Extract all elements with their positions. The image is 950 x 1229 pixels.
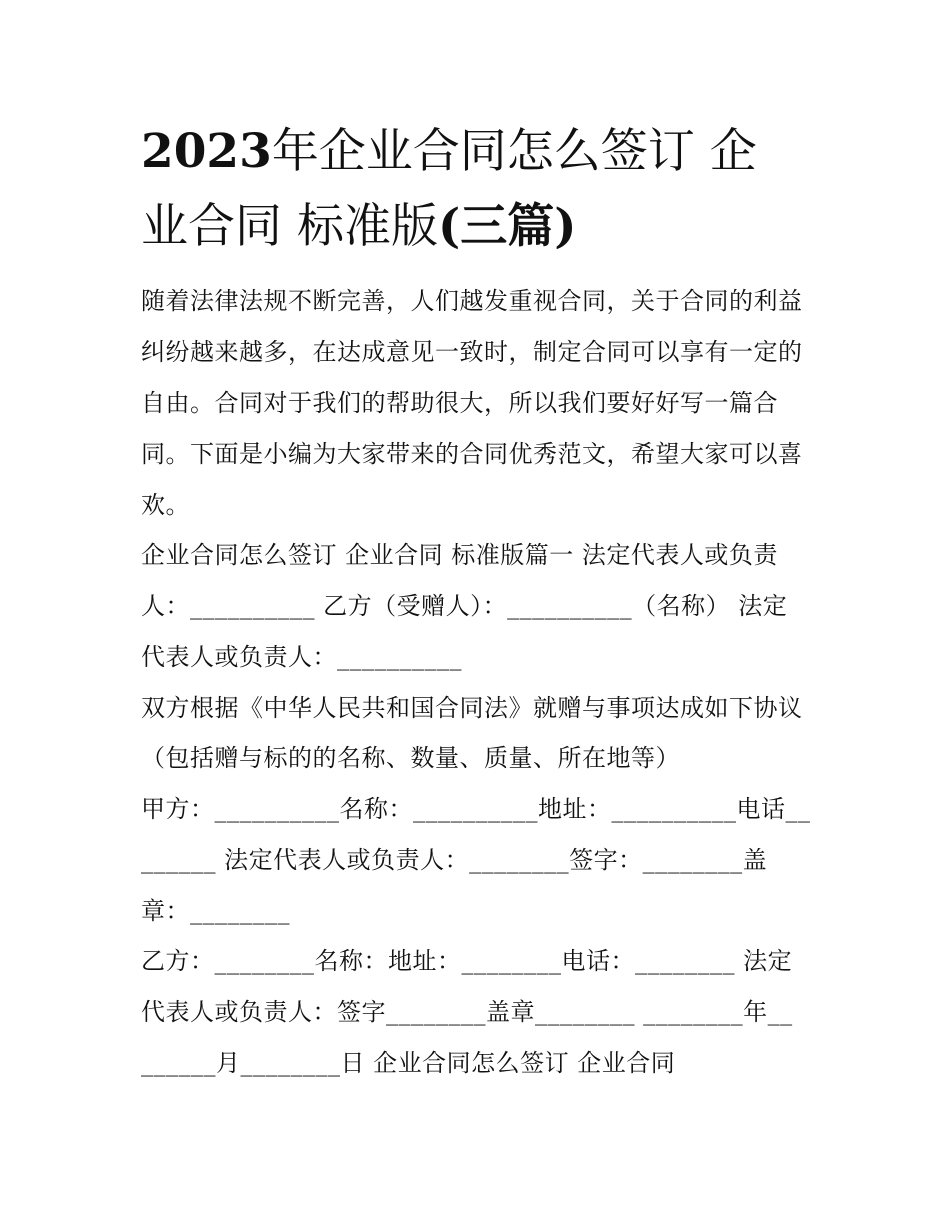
section-line: 人：__________ 乙方（受赠人）：__________（名称） 法定 — [141, 592, 788, 620]
document-title — [141, 114, 831, 264]
title-line-2 — [141, 189, 831, 264]
party-a-line: 甲方：__________名称：__________地址：__________电话__ — [141, 795, 811, 823]
intro-line: 自由。合同对于我们的帮助很大，所以我们要好好写一篇合 — [141, 389, 778, 417]
agreement-line: 双方根据《中华人民共和国合同法》就赠与事项达成如下协议 — [141, 694, 803, 722]
party-b-line: 乙方：________名称：地址：________电话：________ 法定 — [141, 947, 793, 975]
title-year: 2023 — [141, 124, 272, 179]
title-line-2-text: 业合同 标准版 — [141, 199, 438, 254]
section-line: 代表人或负责人：__________ — [141, 643, 462, 671]
title-line-1 — [141, 114, 831, 189]
party-a-line: 章：________ — [141, 897, 290, 925]
intro-line: 欢。 — [141, 491, 190, 519]
party-b-line: ______月________日 企业合同怎么签订 企业合同 — [141, 1049, 676, 1077]
intro-line: 随着法律法规不断完善，人们越发重视合同，关于合同的利益 — [141, 287, 803, 315]
agreement-line: （包括赠与标的的名称、数量、质量、所在地等） — [141, 744, 680, 772]
title-edition: (三篇) — [437, 199, 577, 254]
party-b-line: 代表人或负责人：签字________盖章________ ________年__ — [141, 998, 793, 1026]
title-line-1-text: 年企业合同怎么签订 企 — [271, 124, 757, 179]
party-a-line: ______ 法定代表人或负责人：________签字：________盖 — [141, 846, 768, 874]
intro-line: 纠纷越来越多，在达成意见一致时，制定合同可以享有一定的 — [141, 338, 803, 366]
section-heading-line: 企业合同怎么签订 企业合同 标准版篇一 法定代表人或负责 — [141, 541, 778, 569]
intro-line: 同。下面是小编为大家带来的合同优秀范文，希望大家可以喜 — [141, 440, 803, 468]
